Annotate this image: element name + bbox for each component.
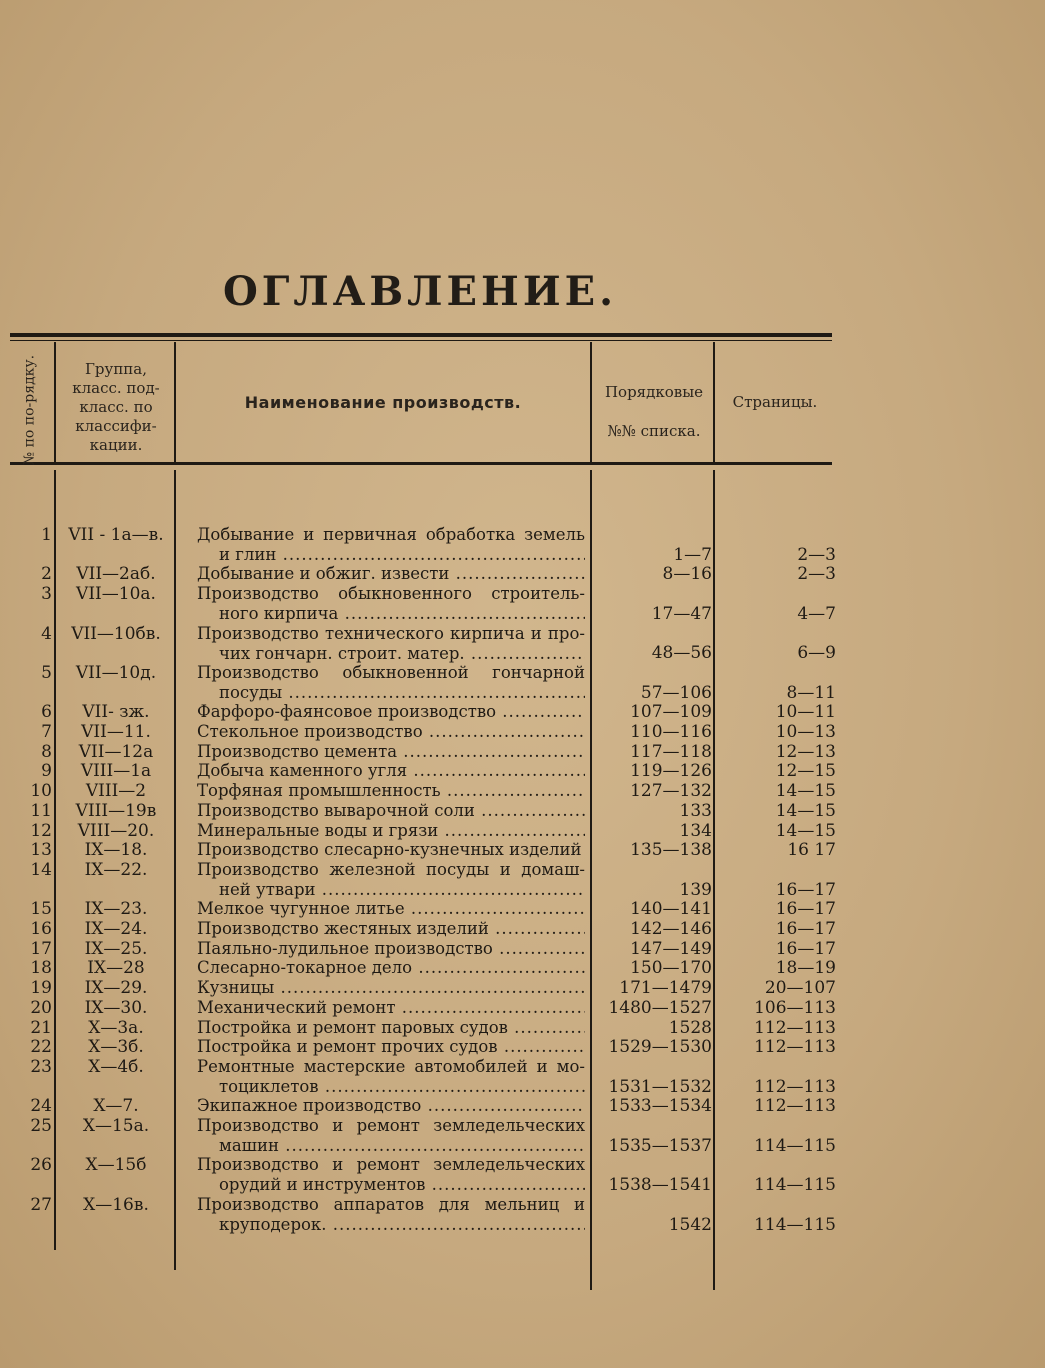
row-production-name: [197, 899, 585, 919]
row-production-name: [197, 998, 585, 1018]
header-group: [58, 360, 174, 455]
row-pages: 8—11: [786, 682, 836, 703]
row-production-name-line: [197, 1096, 585, 1116]
row-production-name-text: Паяльно-лудильное производство .....: [197, 939, 585, 958]
row-pages: 112—113: [754, 1096, 836, 1117]
row-serial-numbers: 48—56: [651, 643, 712, 664]
row-number: 1: [41, 525, 52, 545]
header-group-line: кации.: [89, 436, 143, 454]
row-production-name: [197, 978, 585, 998]
row-serial-numbers: 1528: [668, 1017, 712, 1038]
row-number: 12: [30, 820, 52, 841]
row-production-name-line: [197, 644, 585, 664]
row-number: 17: [30, 938, 52, 959]
row-serial-numbers: 1538—1541: [608, 1175, 712, 1196]
header-row-number: [8, 354, 52, 466]
row-group-code: VII—11.: [81, 722, 151, 742]
row-production-name-line: [197, 801, 585, 821]
header-name: Наименование производств.: [244, 393, 522, 412]
row-group-code: IX—24.: [84, 919, 148, 939]
row-production-name-line: [197, 781, 585, 801]
row-serial-numbers: 107—109: [630, 702, 712, 723]
row-production-name: [197, 624, 585, 664]
row-number: 8: [41, 741, 52, 762]
row-production-name: [197, 801, 585, 821]
row-production-name: [197, 1195, 585, 1235]
row-group-code: X—3а.: [88, 1017, 144, 1038]
row-group-code: VII—10д.: [75, 662, 157, 683]
header-row-number-label: № по по-рядку.: [21, 354, 38, 466]
row-production-name-line: [197, 742, 585, 762]
row-serial-numbers: 127—132: [630, 781, 712, 802]
row-production-name-line: [197, 525, 585, 545]
row-pages: 12—13: [775, 741, 836, 762]
row-group-code: IX—25.: [84, 938, 148, 959]
row-production-name-line: [197, 1195, 585, 1215]
row-production-name-text: Мелкое чугунное литье .....: [197, 899, 585, 918]
row-number: 23: [30, 1056, 52, 1077]
row-production-name-line: [197, 683, 585, 703]
row-number: 18: [30, 958, 52, 979]
row-production-name: [197, 722, 585, 742]
row-serial-numbers: 140—141: [630, 899, 712, 920]
row-group-code: VIII—2: [85, 781, 147, 802]
row-group-code: IX—22.: [84, 859, 148, 880]
header-group-line: Группа,: [84, 360, 148, 378]
row-production-name-text: Ремонтные мастерские автомобилей и мо-: [197, 1056, 585, 1076]
row-number: 24: [30, 1096, 52, 1117]
row-number: 7: [41, 722, 52, 742]
row-production-name-line: [197, 702, 585, 722]
row-pages: 2—3: [797, 564, 836, 585]
row-group-code: IX—18.: [84, 840, 148, 861]
row-pages: 114—115: [754, 1135, 836, 1156]
row-group-code: IX—28: [87, 958, 145, 979]
row-production-name-text: Производство аппаратов для мельниц и: [197, 1194, 585, 1214]
row-production-name-text: чих гончарн. строит. матер. .....: [219, 644, 585, 663]
row-number: 2: [41, 564, 52, 585]
row-production-name-line: [197, 1037, 585, 1057]
row-pages: 114—115: [754, 1214, 836, 1235]
row-number: 14: [30, 859, 52, 880]
row-group-code: VIII—20.: [77, 820, 155, 841]
top-rule-thin: [10, 340, 832, 341]
row-production-name: [197, 840, 585, 860]
row-group-code: X—15а.: [82, 1116, 150, 1136]
row-production-name-text: Добывание и первичная обработка земель: [197, 525, 585, 544]
row-production-name-line: [197, 821, 585, 841]
row-group-code: X—4б.: [88, 1056, 144, 1077]
header-rule: [10, 462, 832, 465]
row-production-name: [197, 702, 585, 722]
row-production-name-line: [197, 880, 585, 900]
row-serial-numbers: 1535—1537: [608, 1135, 712, 1156]
row-number: 19: [30, 978, 52, 999]
row-production-name-text: Добыча каменного угля .....: [197, 761, 585, 780]
row-pages: 2—3: [797, 544, 836, 565]
row-group-code: X—3б.: [88, 1037, 144, 1058]
row-production-name-text: орудий и инструментов .....: [219, 1175, 585, 1194]
row-serial-numbers: 134: [679, 820, 712, 841]
row-production-name-text: машин .....: [219, 1136, 585, 1155]
row-production-name-text: Производство обыкновенного строитель-: [197, 584, 585, 604]
row-production-name-text: Кузницы .....: [197, 978, 585, 997]
row-production-name-text: Постройка и ремонт паровых судов .....: [197, 1018, 585, 1037]
row-serial-numbers: 1533—1534: [608, 1096, 712, 1117]
header-group-line: классифи-: [75, 417, 157, 435]
row-serial-numbers: 17—47: [651, 603, 712, 624]
row-production-name-line: [197, 840, 585, 860]
row-pages: 4—7: [797, 603, 836, 624]
row-production-name-line: [197, 919, 585, 939]
row-number: 9: [41, 761, 52, 782]
page-title: ОГЛАВЛЕНИЕ.: [222, 268, 618, 315]
row-group-code: VII—10бв.: [71, 623, 161, 644]
row-production-name-text: Производство жестяных изделий .....: [197, 919, 585, 938]
row-group-code: X—15б: [85, 1155, 147, 1176]
row-pages: 112—113: [754, 1076, 836, 1097]
row-production-name: [197, 781, 585, 801]
row-production-name-line: [197, 1077, 585, 1097]
row-production-name-text: Производство и ремонт земледельческих: [197, 1155, 585, 1175]
row-production-name-text: Торфяная промышленность .....: [197, 781, 585, 800]
row-production-name: [197, 939, 585, 959]
row-group-code: IX—23.: [84, 899, 148, 920]
col-divider-2-body: [174, 470, 176, 1270]
row-pages: 20—107: [764, 978, 836, 999]
row-pages: 112—113: [754, 1017, 836, 1038]
row-number: 5: [41, 662, 52, 683]
row-production-name-line: [197, 545, 585, 565]
row-number: 13: [30, 840, 52, 861]
row-number: 25: [30, 1116, 52, 1136]
row-serial-numbers: 1531—1532: [608, 1076, 712, 1097]
row-production-name-text: и глин .....: [219, 545, 585, 564]
row-pages: 114—115: [754, 1175, 836, 1196]
row-production-name-line: [197, 722, 585, 742]
top-rule-thick: [10, 333, 832, 337]
row-production-name-line: [197, 604, 585, 624]
row-production-name-line: [197, 899, 585, 919]
row-number: 4: [41, 623, 52, 644]
row-pages: 14—15: [775, 800, 836, 821]
row-serial-numbers: 139: [679, 879, 712, 900]
row-group-code: X—7.: [93, 1096, 139, 1117]
row-group-code: X—16в.: [83, 1194, 149, 1215]
row-production-name: [197, 584, 585, 624]
row-production-name-text: Добывание и обжиг. извести .....: [197, 564, 585, 583]
row-production-name-line: [197, 939, 585, 959]
row-pages: 16 17: [787, 840, 836, 861]
row-serial-numbers: 133: [679, 800, 712, 821]
row-serial-numbers: 150—170: [630, 958, 712, 979]
row-serial-numbers: 147—149: [630, 938, 712, 959]
header-pages: Страницы.: [732, 393, 818, 411]
header-group-line: класс. по: [79, 398, 153, 416]
row-production-name-text: Экипажное производство .....: [197, 1096, 585, 1115]
row-production-name: [197, 663, 585, 703]
row-production-name-text: тоциклетов .....: [219, 1077, 585, 1096]
row-group-code: IX—29.: [84, 978, 148, 999]
row-pages: 16—17: [775, 879, 836, 900]
header-group-line: класс. под-: [72, 379, 160, 397]
row-production-name: [197, 761, 585, 781]
row-production-name-text: ного кирпича .....: [219, 604, 585, 623]
row-serial-numbers: 142—146: [630, 919, 712, 939]
row-production-name-text: Стекольное производство .....: [197, 722, 585, 741]
row-number: 22: [30, 1037, 52, 1058]
row-serial-numbers: 1—7: [673, 544, 712, 565]
row-serial-numbers: 8—16: [662, 564, 712, 585]
row-production-name-line: [197, 624, 585, 644]
row-production-name-text: Производство цемента .....: [197, 742, 585, 761]
row-number: 20: [30, 997, 52, 1018]
row-number: 26: [30, 1155, 52, 1176]
row-production-name-text: ней утвари .....: [219, 880, 585, 899]
row-production-name-line: [197, 584, 585, 604]
row-serial-numbers: 1480—1527: [608, 997, 712, 1018]
row-production-name: [197, 1116, 585, 1156]
row-production-name: [197, 1155, 585, 1195]
row-pages: 16—17: [775, 919, 836, 939]
row-production-name-line: [197, 860, 585, 880]
row-number: 15: [30, 899, 52, 920]
row-group-code: IX—30.: [84, 997, 148, 1018]
header-serial-line: Порядковые: [604, 383, 704, 401]
header-serial-line: №№ списка.: [607, 422, 701, 440]
row-production-name: [197, 1018, 585, 1038]
row-group-code: VII—10а.: [76, 584, 156, 605]
row-production-name-line: [197, 761, 585, 781]
row-production-name-text: Производство и ремонт земледельческих: [197, 1116, 585, 1135]
row-production-name-line: [197, 1057, 585, 1077]
col-divider-1-body: [54, 470, 56, 1250]
row-production-name-text: Производство обыкновенной гончарной: [197, 662, 585, 682]
row-production-name: [197, 860, 585, 900]
row-pages: 14—15: [775, 781, 836, 802]
row-production-name-text: круподерок. .....: [219, 1215, 585, 1234]
row-production-name: [197, 958, 585, 978]
row-serial-numbers: 135—138: [630, 840, 712, 861]
row-number: 10: [30, 781, 52, 802]
row-production-name-text: Постройка и ремонт прочих судов .....: [197, 1037, 585, 1056]
row-pages: 112—113: [754, 1037, 836, 1058]
row-group-code: VII—12а: [78, 741, 154, 762]
row-pages: 106—113: [754, 997, 836, 1018]
row-number: 11: [30, 800, 52, 821]
row-serial-numbers: 1529—1530: [608, 1037, 712, 1058]
row-production-name-text: Слесарно-токарное дело .....: [197, 958, 585, 977]
row-production-name-line: [197, 1136, 585, 1156]
row-production-name-text: Фарфоро-фаянсовое производство .....: [197, 702, 585, 721]
row-serial-numbers: 110—116: [630, 722, 712, 742]
row-production-name-line: [197, 1155, 585, 1175]
row-pages: 10—13: [775, 722, 836, 742]
row-serial-numbers: 171—1479: [619, 978, 712, 999]
row-number: 6: [41, 702, 52, 723]
row-number: 27: [30, 1194, 52, 1215]
row-production-name: [197, 919, 585, 939]
row-production-name-line: [197, 978, 585, 998]
row-serial-numbers: 117—118: [630, 741, 712, 762]
row-production-name-line: [197, 1116, 585, 1136]
row-production-name-line: [197, 1215, 585, 1235]
col-divider-3: [590, 342, 592, 462]
row-production-name-text: Производство технического кирпича и про-: [197, 623, 585, 643]
header-serial: [594, 373, 714, 451]
row-serial-numbers: 57—106: [640, 682, 712, 703]
row-pages: 10—11: [775, 702, 836, 723]
row-production-name: [197, 742, 585, 762]
row-number: 21: [30, 1017, 52, 1038]
row-production-name-text: Производство выварочной соли .....: [197, 801, 585, 820]
row-pages: 14—15: [775, 820, 836, 841]
row-pages: 12—15: [775, 761, 836, 782]
row-production-name: [197, 1096, 585, 1116]
row-number: 3: [41, 584, 52, 605]
row-production-name-line: [197, 958, 585, 978]
row-group-code: VII - 1а—в.: [68, 525, 164, 545]
row-production-name-text: посуды .....: [219, 683, 585, 702]
row-production-name: [197, 1037, 585, 1057]
row-serial-numbers: 1542: [668, 1214, 712, 1235]
row-pages: 18—19: [775, 958, 836, 979]
row-number: 16: [30, 919, 52, 939]
row-production-name: [197, 1057, 585, 1097]
row-production-name-text: Минеральные воды и грязи .....: [197, 821, 585, 840]
row-serial-numbers: 119—126: [630, 761, 712, 782]
row-production-name: [197, 821, 585, 841]
row-production-name-line: [197, 998, 585, 1018]
row-production-name-line: [197, 564, 585, 584]
row-production-name: [197, 525, 585, 565]
col-divider-4-body: [713, 470, 715, 1290]
row-group-code: VIII—19в: [75, 800, 157, 821]
row-production-name-line: [197, 1175, 585, 1195]
row-production-name-text: Производство слесарно-кузнечных изделий .....: [197, 840, 585, 859]
row-pages: 16—17: [775, 899, 836, 920]
row-production-name-line: [197, 1018, 585, 1038]
col-divider-1: [54, 342, 56, 462]
row-pages: 6—9: [797, 643, 836, 664]
row-production-name-line: [197, 663, 585, 683]
row-group-code: VII- зж.: [82, 702, 150, 723]
row-production-name-text: Механический ремонт .....: [197, 998, 585, 1017]
row-group-code: VII—2аб.: [76, 564, 156, 585]
row-production-name-text: Производство железной посуды и домаш-: [197, 859, 585, 879]
row-production-name: [197, 564, 585, 584]
row-group-code: VIII—1а: [80, 761, 152, 782]
row-pages: 16—17: [775, 938, 836, 959]
